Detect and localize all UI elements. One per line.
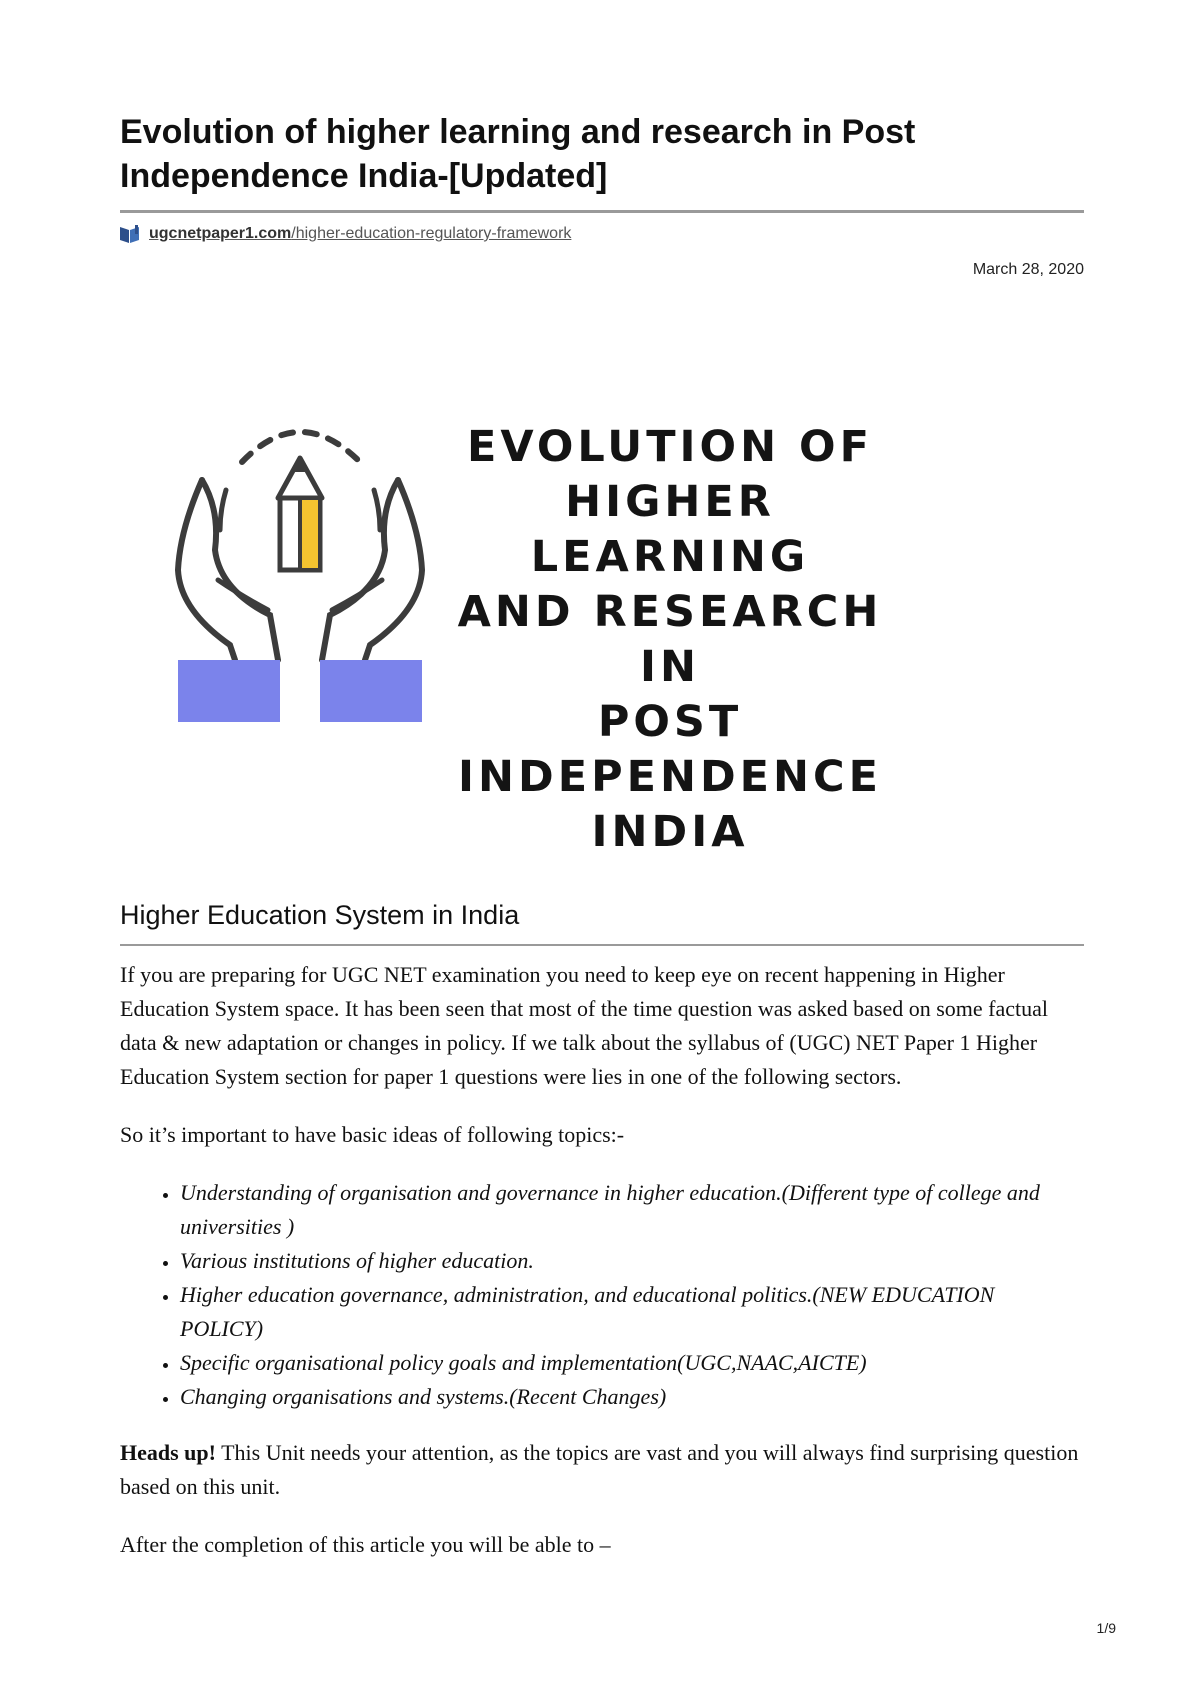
source-line [118,222,571,246]
source-domain: ugcnetpaper1.com [149,225,292,242]
list-item: • Specific organisational policy goals and implementation(UGC,NAAC,AICTE) [180,1346,1080,1380]
intro-paragraph: If you are preparing for UGC NET examination you need to keep eye on recent happening in Higher Education System space. It has been seen that most of the time question was asked based on some factual data & new adaptation or changes in policy. If we talk about the syllabus of (UGC) NET Paper 1 Higher Education System section for paper 1 questions were lies in one of the following sectors. [120,962,1049,1089]
closing-paragraph: After the completion of this article you will be able to – [120,1532,611,1557]
topics-list [120,1176,1080,1414]
list-item: • Changing organisations and systems.(Recent Changes) [180,1380,1080,1414]
title-divider [120,210,1084,213]
list-item: • Various institutions of higher education. [180,1244,1080,1278]
headsup-paragraph [120,1436,1080,1504]
section-heading: Higher Education System in India [120,900,520,930]
publish-date: March 28, 2020 [972,261,1084,278]
list-item: • Understanding of organisation and governance in higher education.(Different type of college and universities ) [180,1176,1080,1244]
hero-image [160,420,1020,857]
source-url-link[interactable] [149,225,571,243]
hero-title-text: EVOLUTION OF HIGHER LEARNING AND RESEARCH IN POST INDEPENDENCE INDIA [457,422,883,857]
list-item: • Higher education governance, administration, and educational politics.(NEW EDUCATION POLICY) [180,1278,1080,1346]
article-title: Evolution of higher learning and research in Post Independence India-[Updated] [120,113,916,195]
topics-lead: So it’s important to have basic ideas of following topics:- [120,1122,625,1147]
headsup-label: Heads up! [120,1440,216,1465]
headsup-text: This Unit needs your attention, as the topics are vast and you will always find surprising question based on this unit. [120,1440,1079,1499]
page-number: 1/9 [1096,1620,1116,1636]
section-divider [120,944,1084,946]
article-body [120,958,1080,1586]
site-logo-icon [118,224,144,244]
source-path: /higher-education-regulatory-framework [291,225,572,242]
